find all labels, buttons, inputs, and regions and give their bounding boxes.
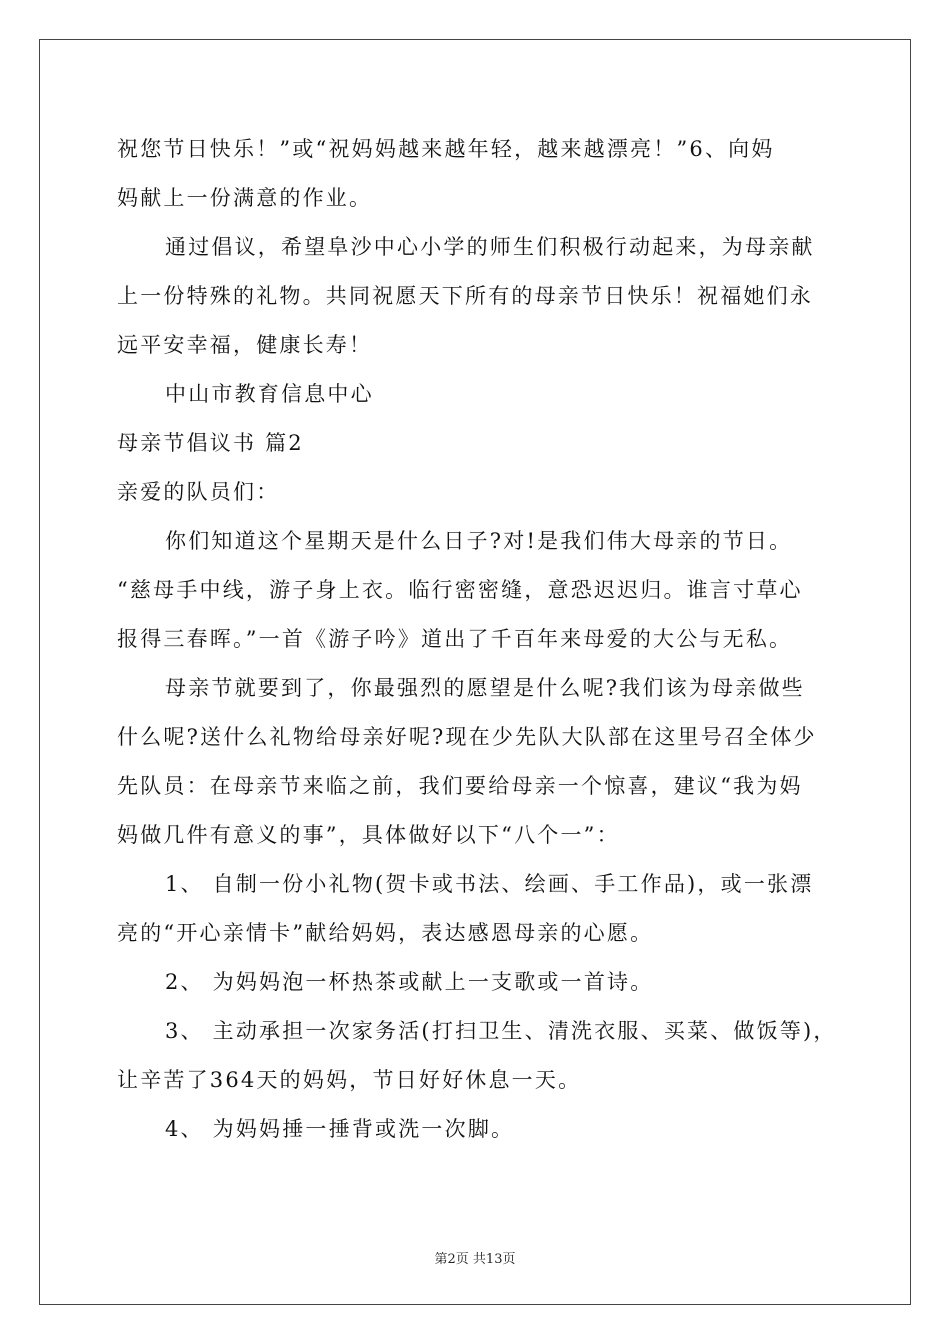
text-line: 母亲节就要到了，你最强烈的愿望是什么呢?我们该为母亲做些 — [165, 676, 805, 700]
list-item: 1、 自制一份小礼物(贺卡或书法、绘画、手工作品)，或一张漂 — [165, 872, 814, 896]
text-line: 妈做几件有意义的事”，具体做好以下“八个一”： — [117, 823, 620, 847]
text-line: 什么呢?送什么礼物给母亲好呢?现在少先队大队部在这里号召全体少 — [117, 725, 817, 749]
text-line: “慈母手中线，游子身上衣。临行密密缝，意恐迟迟归。谁言寸草心 — [117, 578, 803, 602]
text-line: 先队员：在母亲节来临之前，我们要给母亲一个惊喜，建议“我为妈 — [117, 774, 803, 798]
list-item: 2、 为妈妈泡一杯热茶或献上一支歌或一首诗。 — [165, 970, 654, 994]
section-title: 母亲节倡议书 篇2 — [117, 431, 304, 455]
salutation: 亲爱的队员们： — [117, 480, 280, 504]
text-line: 报得三春晖。”一首《游子吟》道出了千百年来母爱的大公与无私。 — [117, 627, 793, 651]
signature-line: 中山市教育信息中心 — [165, 382, 374, 406]
list-item: 3、 主动承担一次家务活(打扫卫生、清洗衣服、买菜、做饭等)， — [165, 1019, 837, 1043]
list-item: 4、 为妈妈捶一捶背或洗一次脚。 — [165, 1117, 515, 1141]
text-line: 你们知道这个星期天是什么日子?对!是我们伟大母亲的节日。 — [165, 529, 793, 553]
text-line: 亮的“开心亲情卡”献给妈妈，表达感恩母亲的心愿。 — [117, 921, 654, 945]
text-line: 祝您节日快乐！”或“祝妈妈越来越年轻，越来越漂亮！”6、向妈 — [117, 137, 775, 161]
text-line: 让辛苦了364天的妈妈，节日好好休息一天。 — [117, 1068, 582, 1092]
document-body — [117, 125, 837, 1154]
page-number: 第2页 共13页 — [434, 1252, 516, 1267]
text-line: 远平安幸福，健康长寿！ — [117, 333, 373, 357]
text-line: 上一份特殊的礼物。共同祝愿天下所有的母亲节日快乐！祝福她们永 — [117, 284, 813, 308]
text-line: 通过倡议，希望阜沙中心小学的师生们积极行动起来，为母亲献 — [165, 235, 815, 259]
text-line: 妈献上一份满意的作业。 — [117, 186, 373, 210]
